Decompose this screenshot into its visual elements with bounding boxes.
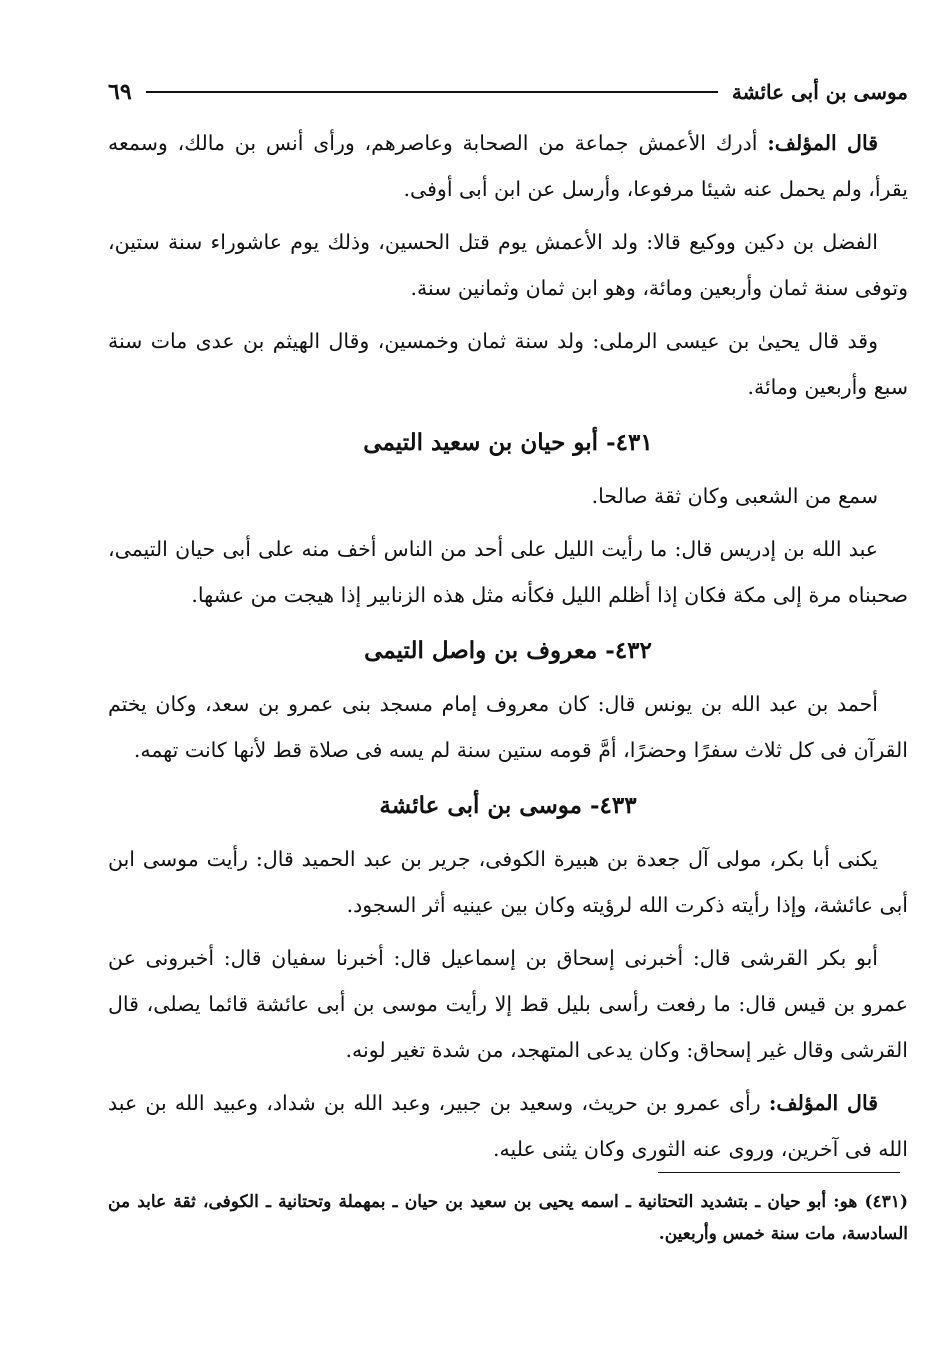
entry-heading-432: ٤٣٢- معروف بن واصل التيمى xyxy=(364,637,652,664)
page-number: ٦٩ xyxy=(108,79,132,105)
paragraph: عبد الله بن إدريس قال: ما رأيت الليل على أحد من الناس أخف منه على أبى حيان التيمى، صحبناه مرة إلى مكة فكان إذا أظلم الليل فكأنه مثل هذه الزنابير إذا هيجت من عشها. xyxy=(108,537,908,607)
paragraph-text: أدرك الأعمش جماعة من الصحابة وعاصرهم، ورأى أنس بن مالك، وسمعه يقرأ، ولم يحمل عنه شيئا مرفوعا، وأرسل عن ابن أبى أوفى. xyxy=(108,131,908,201)
paragraph-text: رأى عمرو بن حريث، وسعيد بن جبير، وعبد الله بن شداد، وعبيد الله بن عبد الله فى آخرين، وروى عنه الثورى وكان يثنى عليه. xyxy=(108,1091,908,1161)
footnote-rule xyxy=(658,1172,900,1173)
entry-heading-433: ٤٣٣- موسى بن أبى عائشة xyxy=(379,792,637,819)
page-body xyxy=(108,120,908,1179)
paragraph: وقد قال يحيىٰ بن عيسى الرملى: ولد سنة ثمان وخمسين، وقال الهيثم بن عدى مات سنة سبع وأربعين ومائة. xyxy=(108,329,908,399)
paragraph: الفضل بن دكين ووكيع قالا: ولد الأعمش يوم قتل الحسين، وذلك يوم عاشوراء سنة ستين، وتوفى سنة ثمان وأربعين ومائة، وهو ابن ثمان وثمانين سنة. xyxy=(108,230,908,300)
entry-heading-431: ٤٣١- أبو حيان بن سعيد التيمى xyxy=(363,429,653,456)
paragraph: أحمد بن عبد الله بن يونس قال: كان معروف إمام مسجد بنى عمرو بن سعد، وكان يختم القرآن فى كل ثلاث سفرًا وحضرًا، أمَّ قومه ستين سنة لم يسه فى صلاة قط لأنها كانت تهمه. xyxy=(108,692,908,762)
header-rule xyxy=(146,91,718,93)
paragraph xyxy=(108,1080,908,1172)
paragraph: سمع من الشعبى وكان ثقة صالحا. xyxy=(591,484,878,508)
paragraph xyxy=(108,120,908,212)
running-title: موسى بن أبى عائشة xyxy=(731,80,908,104)
paragraph-lead: قال المؤلف: xyxy=(767,131,878,155)
paragraph-lead: قال المؤلف: xyxy=(768,1091,878,1115)
page-header xyxy=(108,72,908,112)
paragraph: يكنى أبا بكر، مولى آل جعدة بن هبيرة الكوفى، جرير بن عبد الحميد قال: رأيت موسى ابن أبى عائشة، وإذا رأيته ذكرت الله لرؤيته وكان بين عينيه أثر السجود. xyxy=(108,847,908,917)
paragraph: أبو بكر القرشى قال: أخبرنى إسحاق بن إسماعيل قال: أخبرنا سفيان قال: أخبرونى عن عمرو بن قيس قال: ما رفعت رأسى بليل قط إلا رأيت موسى بن أبى عائشة قائما يصلى، قال القرشى وقال غير إسحاق: وكان يدعى المتهجد، من شدة تغير لونه. xyxy=(108,946,908,1062)
footnote: (٤٣١) هو: أبو حيان ـ بتشديد التحتانية ـ اسمه يحيى بن سعيد بن حيان ـ بمهملة وتحتانية ـ الكوفى، ثقة عابد من السادسة، مات سنة خمس وأربعين. xyxy=(108,1192,908,1244)
